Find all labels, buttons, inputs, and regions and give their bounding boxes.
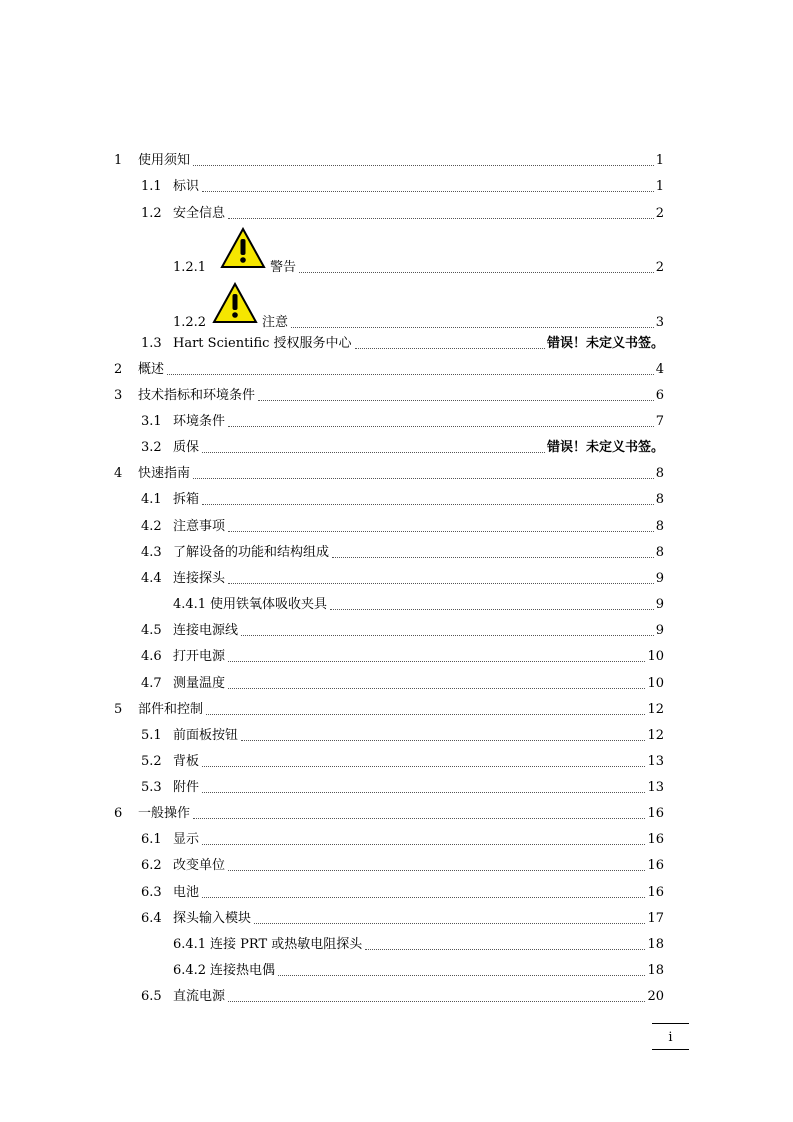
toc-entry-title: 一般操作 xyxy=(138,806,191,821)
toc-leader-dots xyxy=(206,714,645,715)
toc-entry-title: 背板 xyxy=(173,754,200,769)
toc-entry[interactable] xyxy=(0,518,793,536)
toc-entry-number: 4 xyxy=(114,466,123,481)
toc-entry-page: 18 xyxy=(647,937,664,952)
toc-entry-title: 拆箱 xyxy=(173,492,200,507)
toc-entry-page: 8 xyxy=(655,545,664,560)
toc-entry-number: 4.6 xyxy=(141,649,162,664)
toc-entry[interactable] xyxy=(0,570,793,588)
toc-entry-title: 连接电源线 xyxy=(173,623,239,638)
toc-entry-number: 6.4.2 xyxy=(173,963,207,978)
toc-leader-dots xyxy=(228,531,654,532)
toc-leader-dots xyxy=(228,661,645,662)
toc-leader-dots xyxy=(193,478,654,479)
toc-leader-dots xyxy=(241,635,654,636)
toc-entry-number: 4.4.1 xyxy=(173,597,207,612)
toc-entry-title: 安全信息 xyxy=(173,206,226,221)
toc-entry-title: 环境条件 xyxy=(173,414,226,429)
warning-triangle-icon xyxy=(212,282,258,330)
toc-entry[interactable] xyxy=(0,962,793,980)
toc-leader-dots xyxy=(228,688,645,689)
toc-entry[interactable] xyxy=(0,491,793,509)
toc-entry-number: 6.4 xyxy=(141,911,162,926)
toc-leader-dots xyxy=(202,191,654,192)
toc-entry-number: 6.5 xyxy=(141,989,162,1004)
toc-entry-page: 16 xyxy=(647,885,664,900)
toc-entry-number: 6.2 xyxy=(141,858,162,873)
toc-entry-error-text: 错误！未定义书签。 xyxy=(546,336,664,351)
toc-entry-number: 5.2 xyxy=(141,754,162,769)
toc-entry[interactable] xyxy=(0,152,793,170)
toc-entry[interactable] xyxy=(0,622,793,640)
toc-entry[interactable] xyxy=(0,310,793,332)
toc-entry-title: 使用须知 xyxy=(138,153,191,168)
toc-entry-number: 1 xyxy=(114,153,123,168)
toc-entry[interactable] xyxy=(0,205,793,223)
toc-entry[interactable] xyxy=(0,988,793,1006)
toc-entry-number: 5.1 xyxy=(141,728,162,743)
toc-entry-page: 16 xyxy=(647,858,664,873)
toc-leader-dots xyxy=(228,583,654,584)
toc-entry-page: 8 xyxy=(655,492,664,507)
toc-leader-dots xyxy=(355,348,545,349)
toc-entry-number: 6.4.1 xyxy=(173,937,207,952)
toc-entry[interactable] xyxy=(0,335,793,353)
toc-entry-page: 10 xyxy=(647,649,664,664)
toc-entry-number: 6 xyxy=(114,806,123,821)
toc-entry[interactable] xyxy=(0,910,793,928)
toc-entry[interactable] xyxy=(0,439,793,457)
toc-leader-dots xyxy=(202,792,645,793)
toc-entry-number: 1.1 xyxy=(141,179,162,194)
toc-entry-title: 直流电源 xyxy=(173,989,226,1004)
toc-entry-title: 标识 xyxy=(173,179,200,194)
toc-entry-page: 1 xyxy=(655,153,664,168)
toc-entry-title: 电池 xyxy=(173,885,200,900)
toc-entry[interactable] xyxy=(0,727,793,745)
toc-entry-number: 6.1 xyxy=(141,832,162,847)
toc-entry-number: 4.2 xyxy=(141,519,162,534)
toc-entry[interactable] xyxy=(0,857,793,875)
toc-entry[interactable] xyxy=(0,675,793,693)
toc-entry[interactable] xyxy=(0,465,793,483)
toc-leader-dots xyxy=(278,975,645,976)
toc-entry-number: 5.3 xyxy=(141,780,162,795)
toc-entry-number: 6.3 xyxy=(141,885,162,900)
toc-entry[interactable] xyxy=(0,178,793,196)
toc-entry-number: 4.5 xyxy=(141,623,162,638)
toc-entry-number: 2 xyxy=(114,362,123,377)
toc-entry-title: 探头输入模块 xyxy=(173,911,252,926)
toc-entry-title: 注意事项 xyxy=(173,519,226,534)
toc-entry-page: 2 xyxy=(655,260,664,275)
toc-entry-page: 12 xyxy=(647,728,664,743)
toc-entry-page: 9 xyxy=(655,623,664,638)
toc-entry-title: 前面板按钮 xyxy=(173,728,239,743)
toc-entry-error-text: 错误！未定义书签。 xyxy=(546,440,664,455)
toc-entry-number: 4.4 xyxy=(141,571,162,586)
toc-entry-title: 快速指南 xyxy=(138,466,191,481)
toc-entry-page: 9 xyxy=(655,597,664,612)
toc-entry-page: 8 xyxy=(655,519,664,534)
toc-entry-number: 4.3 xyxy=(141,545,162,560)
toc-entry-title: Hart Scientific 授权服务中心 xyxy=(173,336,352,351)
toc-entry-page: 18 xyxy=(647,963,664,978)
footer-rule-bottom xyxy=(652,1049,689,1050)
toc-entry[interactable] xyxy=(0,936,793,954)
toc-entry[interactable] xyxy=(0,361,793,379)
footer-page-number: i xyxy=(668,1030,673,1045)
toc-entry[interactable] xyxy=(0,544,793,562)
toc-entry-title: 打开电源 xyxy=(173,649,226,664)
toc-entry-page: 20 xyxy=(647,989,664,1004)
toc-leader-dots xyxy=(202,897,645,898)
toc-entry-page: 2 xyxy=(655,206,664,221)
toc-entry-title: 质保 xyxy=(173,440,200,455)
toc-entry-number: 3 xyxy=(114,388,123,403)
toc-entry-number: 1.2 xyxy=(141,206,162,221)
toc-entry-page: 7 xyxy=(655,414,664,429)
toc-entry-title: 部件和控制 xyxy=(138,702,204,717)
toc-entry[interactable] xyxy=(0,387,793,405)
toc-entry-number: 4.1 xyxy=(141,492,162,507)
toc-entry-page: 3 xyxy=(655,315,664,330)
toc-entry-page: 10 xyxy=(647,676,664,691)
toc-leader-dots xyxy=(332,557,654,558)
toc-entry-title: 附件 xyxy=(173,780,200,795)
toc-entry-page: 9 xyxy=(655,571,664,586)
toc-entry[interactable] xyxy=(0,596,793,614)
footer-rule-top xyxy=(652,1023,689,1024)
warning-triangle-icon xyxy=(220,227,266,275)
toc-entry-page: 8 xyxy=(655,466,664,481)
toc-entry-title: 测量温度 xyxy=(173,676,226,691)
toc-entry-title: 使用铁氧体吸收夹具 xyxy=(210,597,328,612)
toc-leader-dots xyxy=(258,400,654,401)
toc-entry-number: 4.7 xyxy=(141,676,162,691)
toc-entry[interactable] xyxy=(0,413,793,431)
toc-entry-number: 5 xyxy=(114,702,123,717)
toc-entry[interactable] xyxy=(0,831,793,849)
toc-entry-page: 13 xyxy=(647,780,664,795)
toc-entry-title: 概述 xyxy=(138,362,165,377)
toc-entry-page: 4 xyxy=(655,362,664,377)
toc-entry-title: 技术指标和环境条件 xyxy=(138,388,256,403)
toc-leader-dots xyxy=(202,766,645,767)
toc-entry[interactable] xyxy=(0,255,793,277)
toc-entry-number: 1.2.2 xyxy=(173,315,207,330)
toc-leader-dots xyxy=(202,844,645,845)
toc-entry[interactable] xyxy=(0,779,793,797)
toc-entry-title: 改变单位 xyxy=(173,858,226,873)
toc-entry-page: 13 xyxy=(647,754,664,769)
toc-entry-number: 3.2 xyxy=(141,440,162,455)
toc-entry[interactable] xyxy=(0,805,793,823)
toc-leader-dots xyxy=(228,1001,645,1002)
toc-entry-number: 1.2.1 xyxy=(173,260,207,275)
toc-leader-dots xyxy=(241,740,645,741)
toc-entry-title: 警告 xyxy=(270,260,297,275)
toc-leader-dots xyxy=(193,165,654,166)
toc-entry-page: 17 xyxy=(647,911,664,926)
toc-entry-page: 12 xyxy=(647,702,664,717)
toc-entry[interactable] xyxy=(0,753,793,771)
toc-leader-dots xyxy=(167,374,654,375)
toc-entry-number: 1.3 xyxy=(141,336,162,351)
toc-entry-page: 16 xyxy=(647,832,664,847)
toc-entry-title: 注意 xyxy=(262,315,289,330)
toc-leader-dots xyxy=(193,818,645,819)
toc-entry-page: 16 xyxy=(647,806,664,821)
toc-leader-dots xyxy=(291,327,654,328)
toc-entry-page: 6 xyxy=(655,388,664,403)
toc-leader-dots xyxy=(228,870,645,871)
toc-entry-page: 1 xyxy=(655,179,664,194)
toc-leader-dots xyxy=(330,609,654,610)
toc-entry[interactable] xyxy=(0,701,793,719)
toc-leader-dots xyxy=(228,218,654,219)
toc-entry-title: 了解设备的功能和结构组成 xyxy=(173,545,330,560)
toc-entry[interactable] xyxy=(0,648,793,666)
toc-leader-dots xyxy=(202,504,654,505)
toc-entry-title: 连接探头 xyxy=(173,571,226,586)
toc-entry-title: 显示 xyxy=(173,832,200,847)
toc-leader-dots xyxy=(365,949,645,950)
toc-entry-number: 3.1 xyxy=(141,414,162,429)
toc-entry-title: 连接 PRT 或热敏电阻探头 xyxy=(210,937,363,952)
toc-leader-dots xyxy=(299,272,654,273)
toc-leader-dots xyxy=(228,426,654,427)
toc-leader-dots xyxy=(254,923,645,924)
toc-entry[interactable] xyxy=(0,884,793,902)
toc-entry-title: 连接热电偶 xyxy=(210,963,276,978)
toc-leader-dots xyxy=(202,452,545,453)
